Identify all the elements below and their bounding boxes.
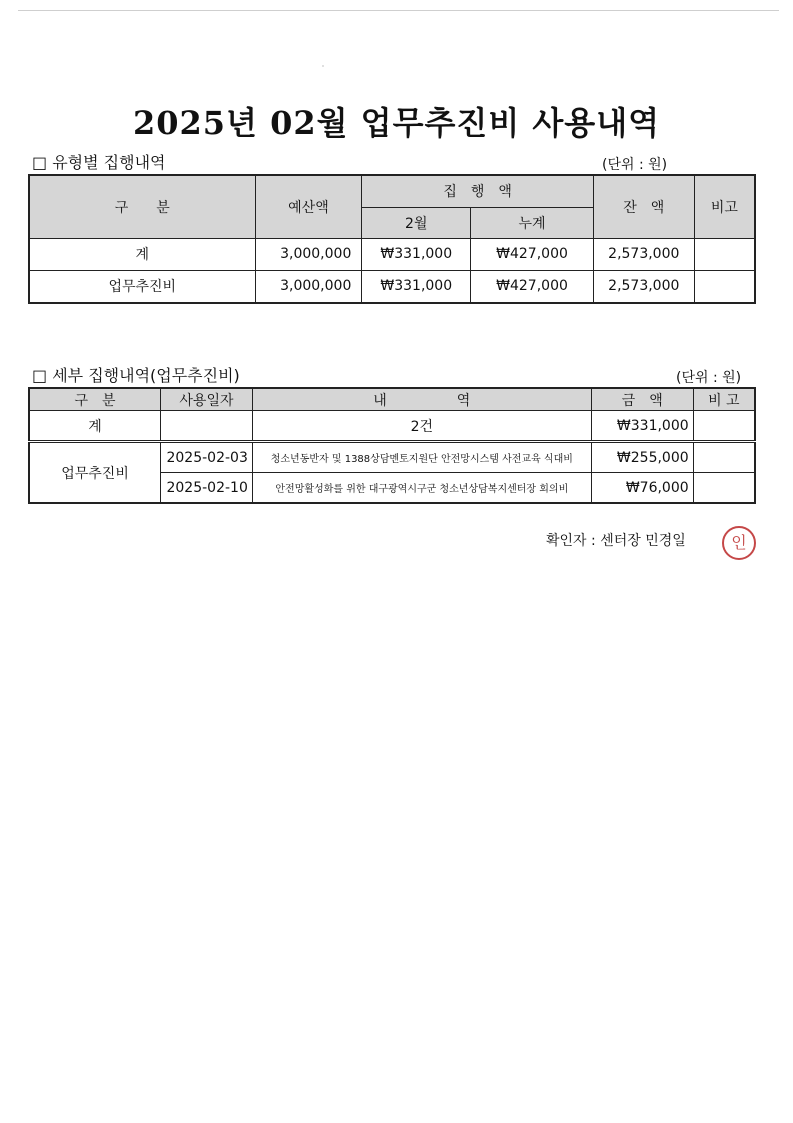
total-row [29, 411, 755, 442]
row-cumulative: ₩427,000 [471, 238, 594, 270]
header-execution: 집 행 액 [362, 175, 594, 207]
row-budget: 3,000,000 [255, 270, 362, 303]
total-detail: 2건 [252, 411, 591, 442]
scan-speck [322, 65, 324, 67]
item-date: 2025-02-03 [161, 442, 253, 473]
detail-table [28, 387, 756, 504]
seal-stamp: 인 [722, 526, 756, 560]
table-row [29, 270, 755, 303]
group-category: 업무추진비 [29, 442, 161, 504]
item-date: 2025-02-10 [161, 473, 253, 504]
page-top-rule [18, 10, 779, 11]
header-category: 구 분 [29, 175, 255, 238]
header-month: 2월 [362, 207, 471, 238]
total-remarks [693, 411, 755, 442]
confirmer-text: 확인자 : 센터장 민경일 [546, 533, 686, 549]
item-remarks [693, 442, 755, 473]
table-row [29, 442, 755, 473]
header-cumulative: 누계 [471, 207, 594, 238]
row-balance: 2,573,000 [593, 270, 694, 303]
row-cumulative: ₩427,000 [471, 270, 594, 303]
item-detail: 청소년동반자 및 1388상담멘토지원단 안전망시스템 사전교육 식대비 [252, 442, 591, 473]
header-budget: 예산액 [255, 175, 362, 238]
table-row [29, 238, 755, 270]
row-month: ₩331,000 [362, 238, 471, 270]
row-remarks [694, 270, 755, 303]
row-month: ₩331,000 [362, 270, 471, 303]
section2-unit: (단위 : 원) [676, 370, 742, 386]
item-detail: 안전망활성화를 위한 대구광역시구군 청소년상담복지센터장 회의비 [252, 473, 591, 504]
row-category: 업무추진비 [29, 270, 255, 303]
header-amount: 금 액 [591, 388, 693, 411]
row-budget: 3,000,000 [255, 238, 362, 270]
summary-table [28, 174, 756, 304]
page-title: 2025년 02월 업무추진비 사용내역 [132, 104, 661, 142]
row-remarks [694, 238, 755, 270]
section1-unit: (단위 : 원) [602, 157, 668, 173]
header-remarks: 비 고 [693, 388, 755, 411]
item-amount: ₩76,000 [591, 473, 693, 504]
section1-title: □ 유형별 집행내역 [32, 153, 166, 172]
header-remarks: 비고 [694, 175, 755, 238]
section2-title: □ 세부 집행내역(업무추진비) [32, 366, 240, 385]
header-balance: 잔 액 [593, 175, 694, 238]
item-remarks [693, 473, 755, 504]
header-category: 구 분 [29, 388, 161, 411]
header-detail: 내 역 [252, 388, 591, 411]
row-balance: 2,573,000 [593, 238, 694, 270]
header-date: 사용일자 [161, 388, 253, 411]
item-amount: ₩255,000 [591, 442, 693, 473]
total-category: 계 [29, 411, 161, 442]
row-category: 계 [29, 238, 255, 270]
total-amount: ₩331,000 [591, 411, 693, 442]
total-date [161, 411, 253, 442]
